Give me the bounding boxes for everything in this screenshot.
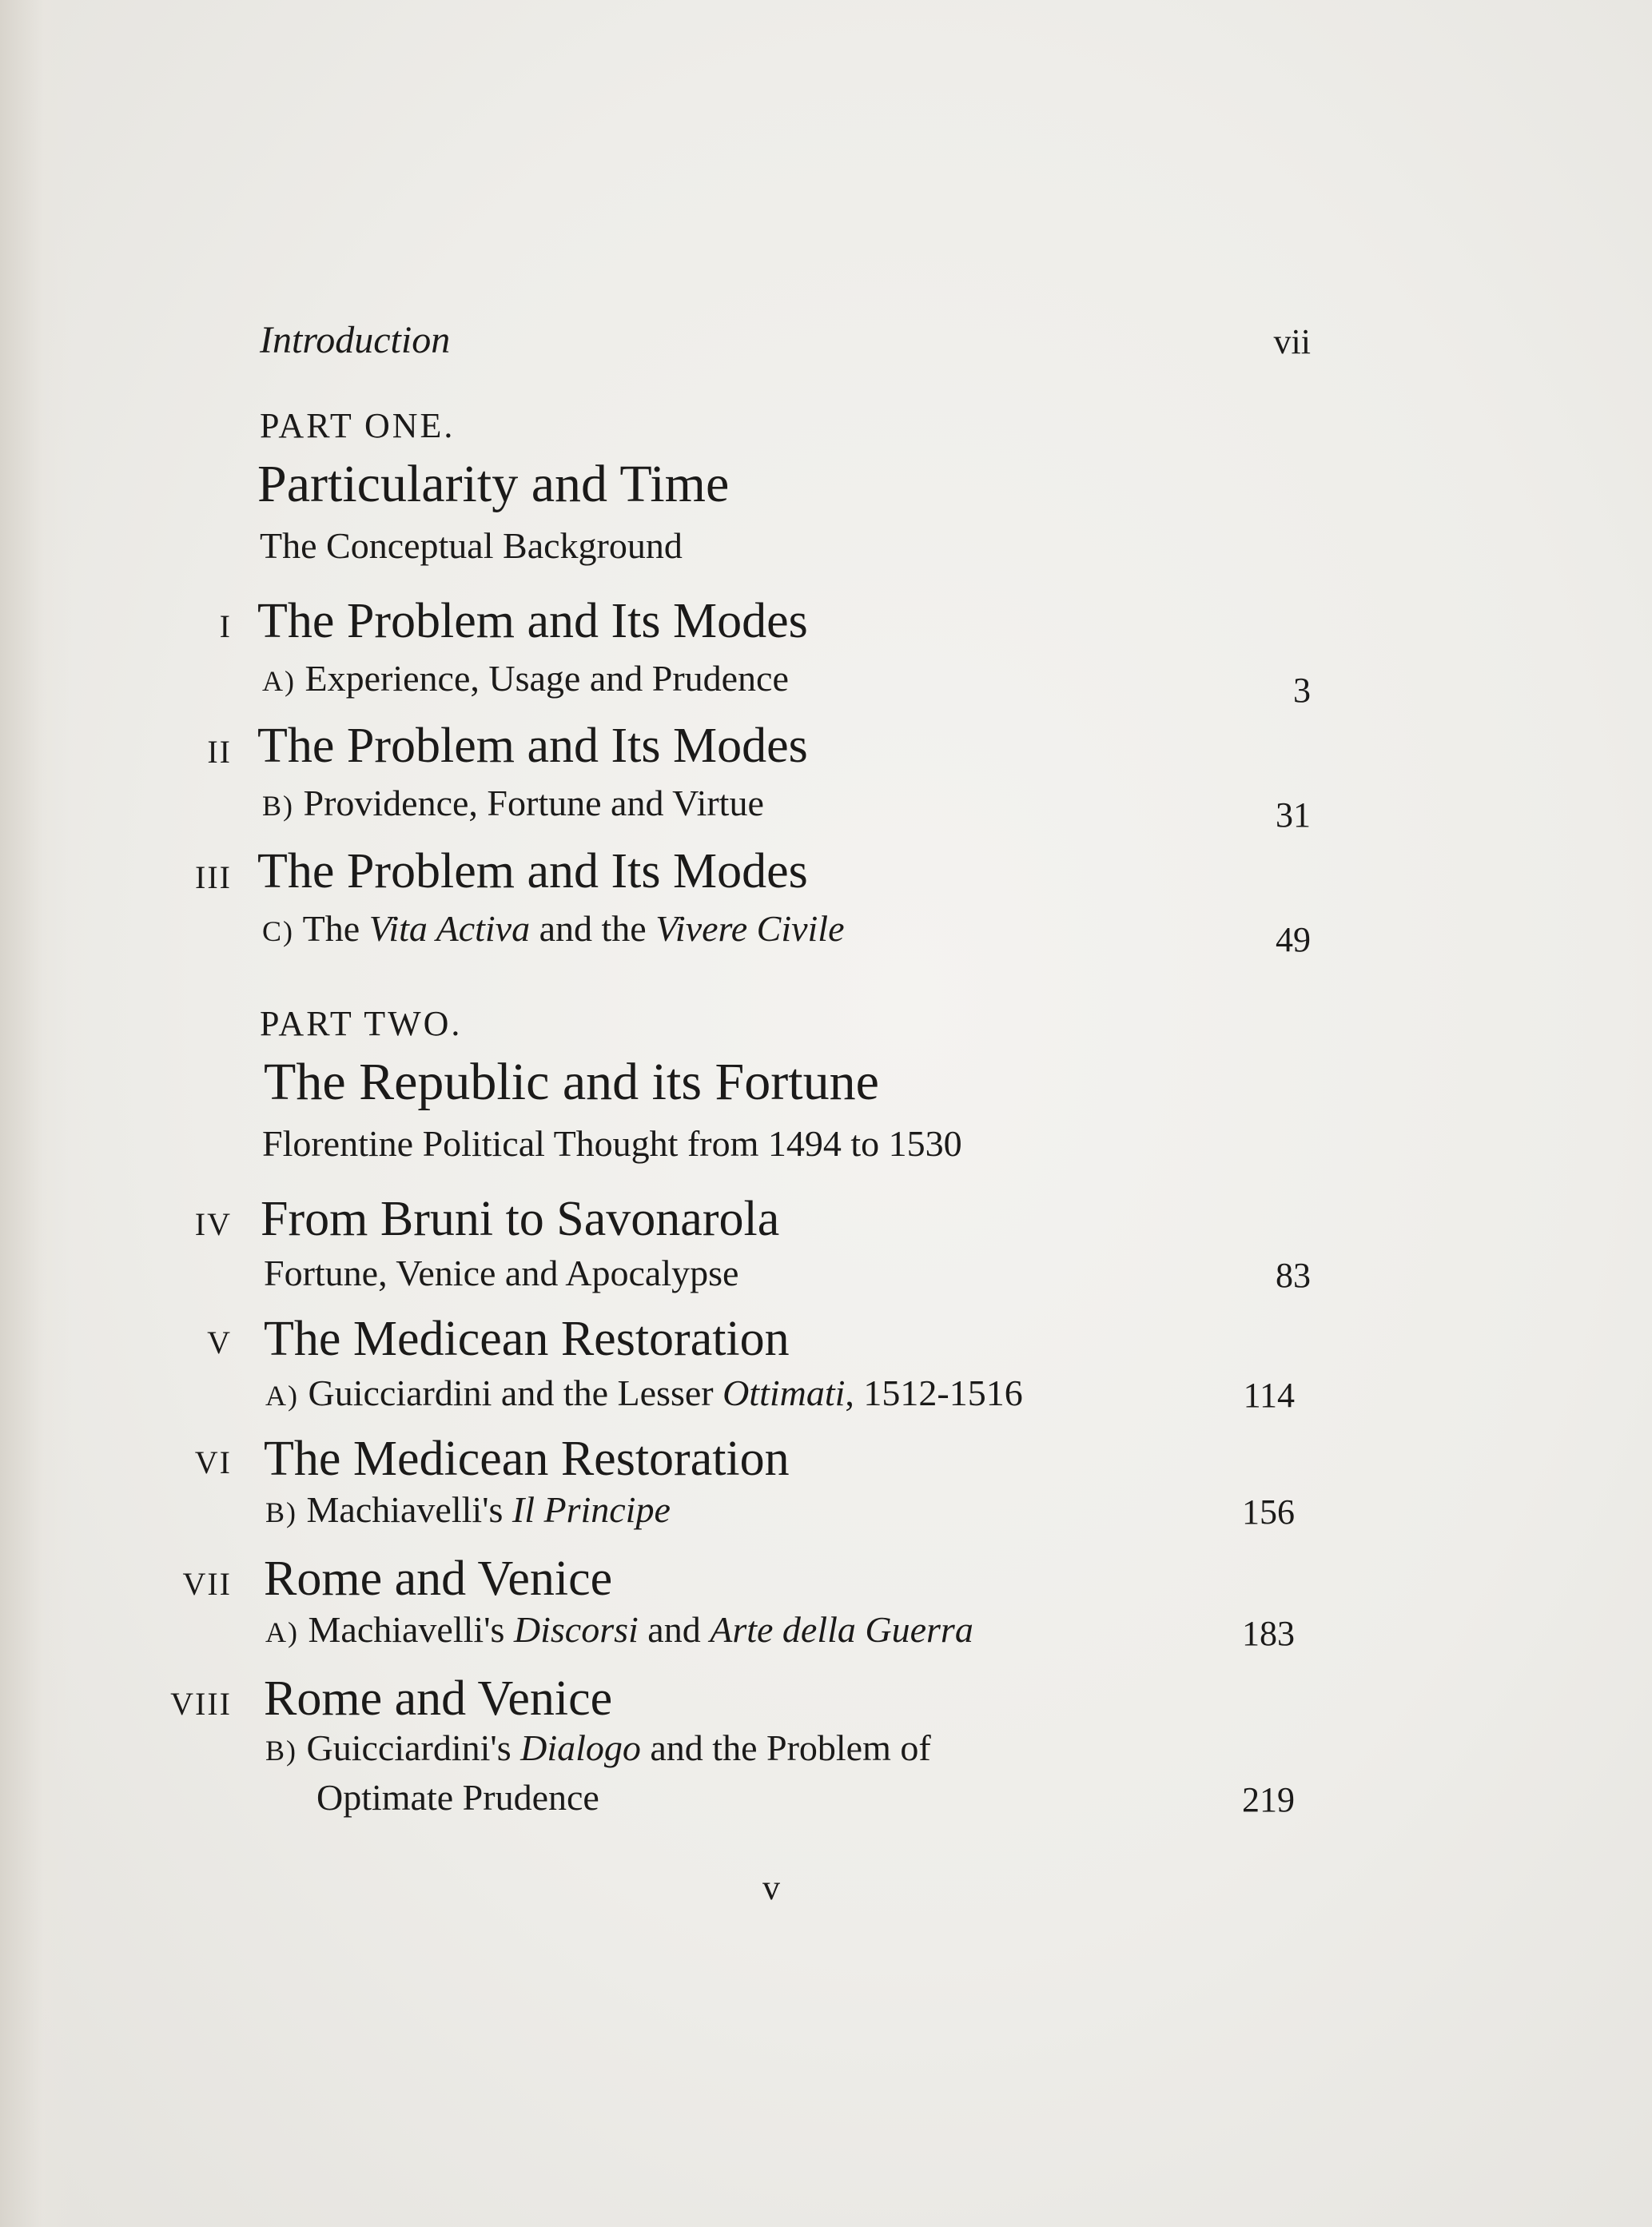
page-number: 156 [1242, 1492, 1295, 1532]
chapter-title: The Problem and Its Modes [257, 594, 808, 648]
page-number: 49 [1276, 920, 1311, 959]
chapter-number: V [207, 1325, 232, 1361]
page-number: 183 [1242, 1614, 1295, 1653]
page-number: 83 [1276, 1256, 1311, 1295]
chapter-number: II [207, 734, 232, 770]
part-two-title: The Republic and its Fortune [264, 1053, 879, 1111]
page-number: 31 [1276, 795, 1311, 835]
chapter-title: The Problem and Its Modes [257, 719, 808, 773]
page-number-introduction: vii [1273, 322, 1311, 361]
chapter-subtitle: Fortune, Venice and Apocalypse [264, 1253, 739, 1293]
part-two-label: PART TWO. [260, 1004, 463, 1043]
chapter-subtitle-continued: Optimate Prudence [316, 1777, 599, 1818]
chapter-subtitle: A) Guicciardini and the Lesser Ottimati, 1512-1516 [265, 1372, 1023, 1413]
chapter-number: I [219, 608, 232, 644]
chapter-subtitle: B) Providence, Fortune and Virtue [262, 783, 764, 823]
toc-entry-introduction: Introduction [260, 319, 451, 361]
chapter-title: The Medicean Restoration [264, 1432, 790, 1486]
chapter-subtitle: A) Experience, Usage and Prudence [262, 658, 789, 699]
page-number: 219 [1242, 1780, 1295, 1819]
part-one-subtitle: The Conceptual Background [260, 525, 683, 566]
page-number: 114 [1243, 1376, 1295, 1415]
page-number: 3 [1293, 671, 1311, 710]
chapter-number: IV [194, 1206, 232, 1242]
chapter-subtitle: B) Guicciardini's Dialogo and the Problem of [265, 1727, 931, 1768]
chapter-title: Rome and Venice [264, 1671, 613, 1726]
chapter-subtitle: C) The Vita Activa and the Vivere Civile [262, 908, 845, 949]
chapter-title: The Medicean Restoration [264, 1312, 790, 1366]
chapter-title: From Bruni to Savonarola [261, 1192, 780, 1246]
chapter-number: VI [194, 1444, 232, 1480]
chapter-title: Rome and Venice [264, 1552, 613, 1606]
page-folio: v [762, 1868, 780, 1907]
chapter-number: VII [182, 1566, 232, 1602]
chapter-subtitle: B) Machiavelli's Il Principe [265, 1489, 671, 1530]
chapter-title: The Problem and Its Modes [257, 844, 808, 898]
part-one-title: Particularity and Time [257, 455, 730, 513]
part-two-subtitle: Florentine Political Thought from 1494 to 1530 [262, 1123, 962, 1164]
part-one-label: PART ONE. [260, 406, 456, 445]
chapter-subtitle: A) Machiavelli's Discorsi and Arte della Guerra [265, 1609, 973, 1650]
chapter-number: III [195, 859, 232, 895]
chapter-number: VIII [170, 1686, 232, 1722]
